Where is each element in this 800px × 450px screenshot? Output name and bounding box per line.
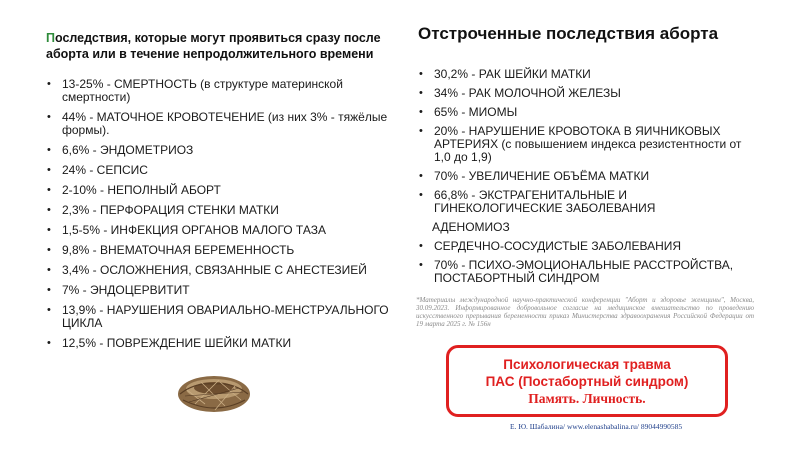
list-item: • 20% - НАРУШЕНИЕ КРОВОТОКА В ЯИЧНИКОВЫХ АРТЕРИЯХ (с повышением индекса резистентности от 1,0 до 1,9): [418, 125, 748, 164]
list-item: • 1,5-5% - ИНФЕКЦИЯ ОРГАНОВ МАЛОГО ТАЗА: [46, 224, 406, 237]
list-item: • 30,2% - РАК ШЕЙКИ МАТКИ: [418, 68, 748, 81]
right-heading: Отстроченные последствия аборта: [418, 24, 719, 43]
left-heading: [46, 30, 396, 62]
list-item: • 9,8% - ВНЕМАТОЧНАЯ БЕРЕМЕННОСТЬ: [46, 244, 406, 257]
callout-line-1: Психологическая травма: [503, 357, 671, 372]
list-item: • 44% - МАТОЧНОЕ КРОВОТЕЧЕНИЕ (из них 3% - тяжёлые формы).: [46, 111, 406, 137]
list-item: • 2-10% - НЕПОЛНЫЙ АБОРТ: [46, 184, 406, 197]
left-heading-first-letter: П: [46, 31, 55, 45]
author-credit: Е. Ю. Шабалина/ www.elenashabalina.ru/ 89044990585: [510, 422, 683, 431]
immediate-consequences-list: [46, 78, 406, 357]
list-item: • СЕРДЕЧНО-СОСУДИСТЫЕ ЗАБОЛЕВАНИЯ: [418, 240, 748, 253]
list-item: • 12,5% - ПОВРЕЖДЕНИЕ ШЕЙКИ МАТКИ: [46, 337, 406, 350]
callout-line-3: Память. Личность.: [528, 391, 646, 406]
list-item: • 7% - ЭНДОЦЕРВИТИТ: [46, 284, 406, 297]
list-item: • 3,4% - ОСЛОЖНЕНИЯ, СВЯЗАННЫЕ С АНЕСТЕЗИЕЙ: [46, 264, 406, 277]
list-item: • 13-25% - СМЕРТНОСТЬ (в структуре материнской смертности): [46, 78, 406, 104]
psychological-trauma-callout: [446, 345, 728, 417]
list-item: • 70% - УВЕЛИЧЕНИЕ ОБЪЁМА МАТКИ: [418, 170, 748, 183]
bird-nest-icon: [175, 364, 253, 416]
left-heading-text: оследствия, которые могут проявиться сразу после аборта или в течение непродолжительного времени: [46, 31, 381, 61]
callout-line-2: ПАС (Постабортный синдром): [485, 374, 689, 389]
list-item: • 34% - РАК МОЛОЧНОЙ ЖЕЛЕЗЫ: [418, 87, 748, 100]
source-footnote: *Материалы международной научно-практической конференции "Аборт и здоровье женщины", Москва, 30.09.2023. Информированное добровольное согласие на медицинское вмешательство по проведению искусственного прерывания беременности приказ Министерства здравоохранения Российской Федерации от 19 марта 2025 г. № 156н: [416, 296, 754, 328]
list-item: • 66,8% - ЭКСТРАГЕНИТАЛЬНЫЕ И ГИНЕКОЛОГИЧЕСКИЕ ЗАБОЛЕВАНИЯ: [418, 189, 748, 215]
list-item: • 2,3% - ПЕРФОРАЦИЯ СТЕНКИ МАТКИ: [46, 204, 406, 217]
list-item: • 6,6% - ЭНДОМЕТРИОЗ: [46, 144, 406, 157]
list-item: • 65% - МИОМЫ: [418, 106, 748, 119]
list-item: АДЕНОМИОЗ: [432, 220, 510, 234]
list-item: • 70% - ПСИХО-ЭМОЦИОНАЛЬНЫЕ РАССТРОЙСТВА, ПОСТАБОРТНЫЙ СИНДРОМ: [418, 259, 748, 285]
list-item: • 24% - СЕПСИС: [46, 164, 406, 177]
list-item: • 13,9% - НАРУШЕНИЯ ОВАРИАЛЬНО-МЕНСТРУАЛЬНОГО ЦИКЛА: [46, 304, 406, 330]
delayed-consequences-list: [418, 68, 748, 291]
